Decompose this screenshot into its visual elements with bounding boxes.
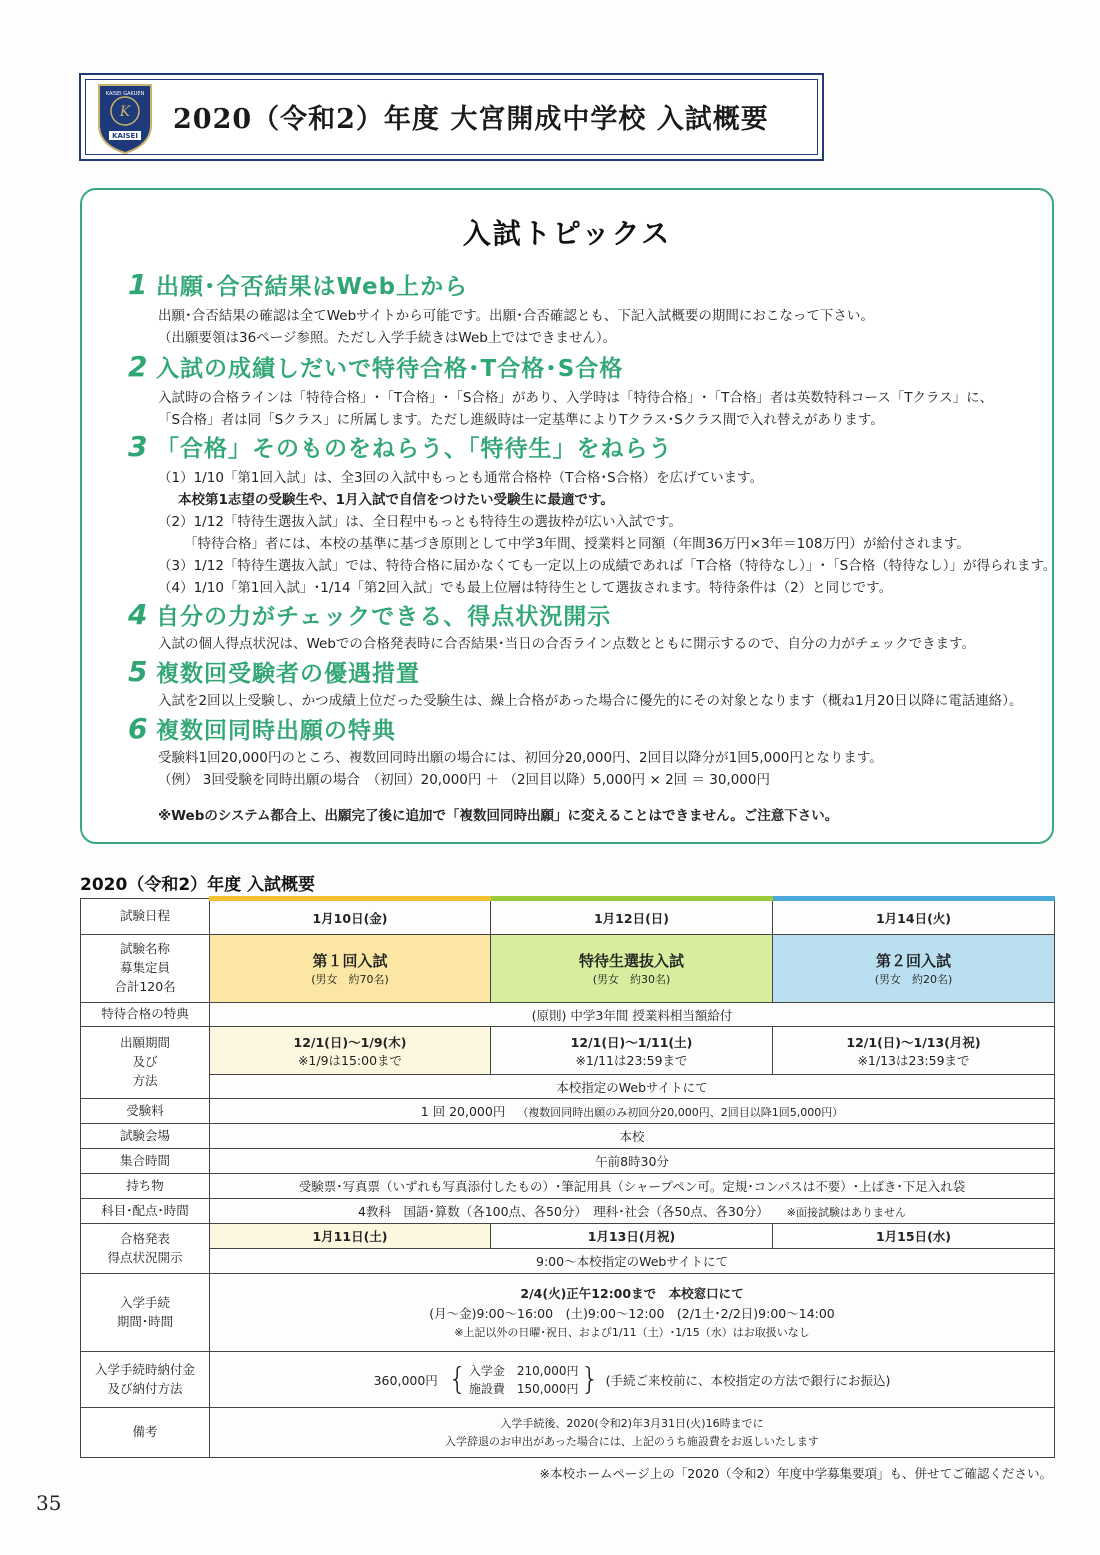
topic-heading: 自分の力がチェックできる、得点状況開示 — [156, 604, 612, 630]
label-items: 持ち物 — [81, 1174, 210, 1199]
topic-text: （2）1/12「特待生選抜入試」は、全日程中もっとも特待生の選抜枠が広い入試です。 — [158, 514, 682, 530]
label-results — [81, 1224, 210, 1274]
fee-note: （複数回同時出願のみ初回分20,000円、2回目以降1回5,000円） — [517, 1106, 844, 1119]
topic-item-3 — [128, 430, 1057, 600]
row-tokutai — [81, 1003, 1055, 1027]
subjects-main: 4教科 国語･算数（各100点、各50分） 理科･社会（各50点、各30分） — [358, 1204, 769, 1219]
result-date-2: 1月13日(月祝) — [491, 1224, 773, 1249]
exam-name: 特待生選抜入試 — [578, 952, 684, 970]
row-procedure — [81, 1274, 1055, 1352]
topic-text: 入試時の合格ラインは「特待合格」･「T合格」･「S合格」があり、入学時は「特待合格」･「T合格」者は英数特科コース「Tクラス」に、 — [158, 390, 994, 406]
apply-note: ※1/13は23:59まで — [857, 1052, 970, 1068]
label-venue: 試験会場 — [81, 1124, 210, 1149]
apply-method: 本校指定のWebサイトにて — [210, 1075, 1055, 1099]
row-apply — [81, 1027, 1055, 1075]
row-exam-name — [81, 935, 1055, 1003]
exam-3 — [773, 935, 1055, 1003]
tokutai-value: (原則) 中学3年間 授業料相当額給付 — [210, 1003, 1055, 1027]
label-tokutai: 特待合格の特典 — [81, 1003, 210, 1027]
apply-1 — [210, 1027, 491, 1075]
result-date-1: 1月11日(土) — [210, 1224, 491, 1249]
svg-text:KAISEI GAKUEN: KAISEI GAKUEN — [105, 91, 145, 97]
label-procedure — [81, 1274, 210, 1352]
payment-total: 360,000円 — [373, 1372, 438, 1388]
apply-2 — [491, 1027, 773, 1075]
topic-text: （1）1/10「第1回入試」は、全3回の入試中もっとも通常合格枠（T合格･S合格）を広げています。 — [158, 470, 764, 486]
label-date: 試験日程 — [81, 899, 210, 935]
topic-item-2 — [128, 350, 1042, 430]
payment-facility: 施設費 150,000円 — [468, 1381, 579, 1396]
label-line: 入学手続 — [119, 1294, 170, 1310]
result-date-3: 1月15日(水) — [773, 1224, 1055, 1249]
apply-note: ※1/9は15:00まで — [297, 1052, 403, 1068]
remarks-line: 入学辞退のお申出があった場合には、上記のうち施設費をお返しいたします — [445, 1434, 819, 1448]
apply-period: 12/1(日)～1/9(木) — [293, 1034, 407, 1050]
row-items — [81, 1174, 1055, 1199]
procedure-deadline: 2/4(火)正午12:00まで 本校窓口にて — [520, 1285, 744, 1301]
apply-note: ※1/11は23:59まで — [575, 1052, 688, 1068]
result-method: 9:00～本校指定のWebサイトにて — [210, 1249, 1055, 1274]
topic-text: （3）1/12「特待生選抜入試」では、特待合格に届かなくても一定以上の成績であれば「T合格（特待なし）」･「S合格（特待なし）」が得られます。 — [158, 558, 1057, 574]
topics-box — [80, 188, 1057, 844]
procedure-hours: (月～金)9:00～16:00 (土)9:00～12:00 (2/1土･2/2日)9:00～14:00 — [429, 1305, 835, 1321]
exam-2 — [491, 935, 773, 1003]
overview-title: 2020（令和2）年度 入試概要 — [80, 875, 316, 895]
label-line: 得点状況開示 — [107, 1249, 183, 1265]
topic-heading: 出願･合否結果はWeb上から — [156, 274, 469, 300]
svg-text:KAISEI: KAISEI — [112, 132, 138, 140]
topic-heading: 入試の成績しだいで特待合格･T合格･S合格 — [156, 356, 624, 382]
topic-text: 受験料1回20,000円のところ、複数回同時出願の場合には、初回分20,000円、2回目以降分が1回5,000円となります。 — [158, 750, 883, 766]
homepage-footnote: ※本校ホームページ上の「2020（令和2）年度中学募集要項」も、併せてご確認ください。 — [539, 1466, 1052, 1481]
topic-number: 1 — [128, 268, 148, 301]
row-subjects — [81, 1199, 1055, 1224]
date-1: 1月10日(金) — [210, 899, 491, 935]
fee-value — [210, 1099, 1055, 1124]
label-line: 合計120名 — [114, 978, 176, 994]
row-venue — [81, 1124, 1055, 1149]
exam-name: 第２回入試 — [875, 952, 951, 970]
exam-capacity: (男女 約20名) — [874, 973, 953, 986]
row-result-method — [81, 1249, 1055, 1274]
label-exam-name — [81, 935, 210, 1003]
topic-item-4 — [128, 598, 1042, 658]
label-line: 試験名称 — [119, 941, 170, 957]
date-2: 1月12日(日) — [491, 899, 773, 935]
topic-text: （出願要領は36ページ参照。ただし入学手続きはWeb上ではできません）。 — [158, 330, 617, 346]
topic-number: 5 — [128, 655, 148, 688]
topic-text: 入試を2回以上受験し、かつ成績上位だった受験生は、繰上合格があった場合に優先的にその対象となります（概ね1月20日以降に電話連絡）。 — [158, 693, 1023, 709]
label-payment — [81, 1352, 210, 1408]
topic-text: 入試の個人得点状況は、Webでの合格発表時に合否結果･当日の合否ライン点数とともに開示するので、自分の力がチェックできます。 — [158, 636, 976, 652]
topic-heading: 複数回受験者の優遇措置 — [156, 661, 420, 687]
date-3: 1月14日(火) — [773, 899, 1055, 935]
topics-title: 入試トピックス — [462, 217, 672, 250]
exam-name: 第１回入試 — [312, 952, 388, 970]
label-fee: 受験料 — [81, 1099, 210, 1124]
row-fee — [81, 1099, 1055, 1124]
fee-main: 1 回 20,000円 — [420, 1104, 506, 1119]
row-gather — [81, 1149, 1055, 1174]
apply-3 — [773, 1027, 1055, 1075]
page-number: 35 — [36, 1491, 62, 1515]
label-subjects: 科目･配点･時間 — [81, 1199, 210, 1224]
brace-right: } — [580, 1362, 600, 1397]
venue-value: 本校 — [210, 1124, 1055, 1149]
topic-number: 3 — [128, 430, 148, 463]
label-remarks: 備考 — [81, 1408, 210, 1458]
overview-table — [80, 896, 1055, 1458]
label-line: 期間･時間 — [116, 1313, 174, 1329]
topic-number: 6 — [128, 712, 148, 745]
label-line: 及び — [132, 1054, 158, 1070]
topic-text: （4）1/10「第1回入試」･1/14「第2回入試」でも最上位層は特待生として選抜されます。特待条件は（2）と同じです。 — [158, 580, 893, 596]
exam-capacity: (男女 約70名) — [311, 973, 389, 986]
topic-text: 本校第1志望の受験生や、1月入試で自信をつけたい受験生に最適です。 — [178, 492, 614, 508]
payment-entry: 入学金 210,000円 — [468, 1363, 579, 1378]
subjects-note: ※面接試験はありません — [786, 1206, 906, 1219]
row-apply-method — [81, 1075, 1055, 1099]
label-line: 合格発表 — [119, 1230, 170, 1246]
svg-text:K: K — [119, 104, 131, 120]
row-results — [81, 1224, 1055, 1249]
label-line: 及び納付方法 — [107, 1380, 183, 1396]
label-line: 入学手続時納付金 — [94, 1361, 195, 1377]
topic-text: 「S合格」者は同「Sクラス」に所属します。ただし進級時は一定基準によりTクラス･Sクラス間で入れ替えがあります。 — [158, 412, 884, 428]
topic-heading: 複数回同時出願の特典 — [156, 718, 396, 744]
row-payment — [81, 1352, 1055, 1408]
remarks-line: 入学手続後、2020(令和2)年3月31日(火)16時までに — [500, 1416, 764, 1430]
topic-item-1 — [128, 268, 1042, 348]
label-gather: 集合時間 — [81, 1149, 210, 1174]
topic-text: （例） 3回受験を同時出願の場合 （初回）20,000円 ＋ （2回目以降）5,000円 × 2回 ＝ 30,000円 — [158, 772, 770, 788]
school-crest-icon — [95, 79, 155, 155]
payment-breakdown — [469, 1362, 579, 1398]
topic-number: 2 — [128, 350, 148, 383]
label-line: 募集定員 — [119, 960, 170, 976]
topic-text: 出願･合否結果の確認は全てWebサイトから可能です。出願･合否確認とも、下記入試概要の期間におこなって下さい。 — [158, 308, 874, 324]
exam-1 — [210, 935, 491, 1003]
label-line: 方法 — [132, 1072, 158, 1088]
topic-item-6 — [128, 712, 1042, 792]
procedure-value — [210, 1274, 1055, 1352]
brace-left: { — [447, 1362, 467, 1397]
page-title: 2020（令和2）年度 大宮開成中学校 入試概要 — [173, 104, 769, 135]
topic-text: 「特待合格」者には、本校の基準に基づき原則として中学3年間、授業料と同額（年間36万円×3年＝108万円）が給付されます。 — [184, 536, 970, 552]
subjects-value — [210, 1199, 1055, 1224]
procedure-note: ※上記以外の日曜･祝日、および1/11（土）･1/15（水）はお取扱いなし — [454, 1325, 810, 1339]
remarks-value — [210, 1408, 1055, 1458]
label-apply — [81, 1027, 210, 1099]
items-value: 受験票･写真票（いずれも写真添付したもの）･筆記用具（シャープペン可。定規･コンパスは不要）･上ばき･下足入れ袋 — [210, 1174, 1055, 1199]
topic-item-5 — [128, 655, 1042, 715]
apply-period: 12/1(日)～1/13(月祝) — [846, 1034, 981, 1050]
label-line: 出願期間 — [119, 1035, 170, 1051]
row-date — [81, 899, 1055, 935]
web-system-note: ※Webのシステム都合上、出願完了後に追加で「複数回同時出願」に変えることはできません。ご注意下さい。 — [158, 808, 839, 824]
topic-heading: 「合格」そのものをねらう、「特待生」をねらう — [156, 436, 673, 462]
apply-period: 12/1(日)～1/11(土) — [570, 1034, 693, 1050]
gather-value: 午前8時30分 — [210, 1149, 1055, 1174]
page-header — [79, 73, 824, 161]
exam-capacity: (男女 約30名) — [592, 973, 671, 986]
payment-value — [210, 1352, 1055, 1408]
payment-method: (手続ご来校前に、本校指定の方法で銀行にお振込) — [605, 1372, 891, 1388]
row-remarks — [81, 1408, 1055, 1458]
topic-number: 4 — [128, 598, 148, 631]
